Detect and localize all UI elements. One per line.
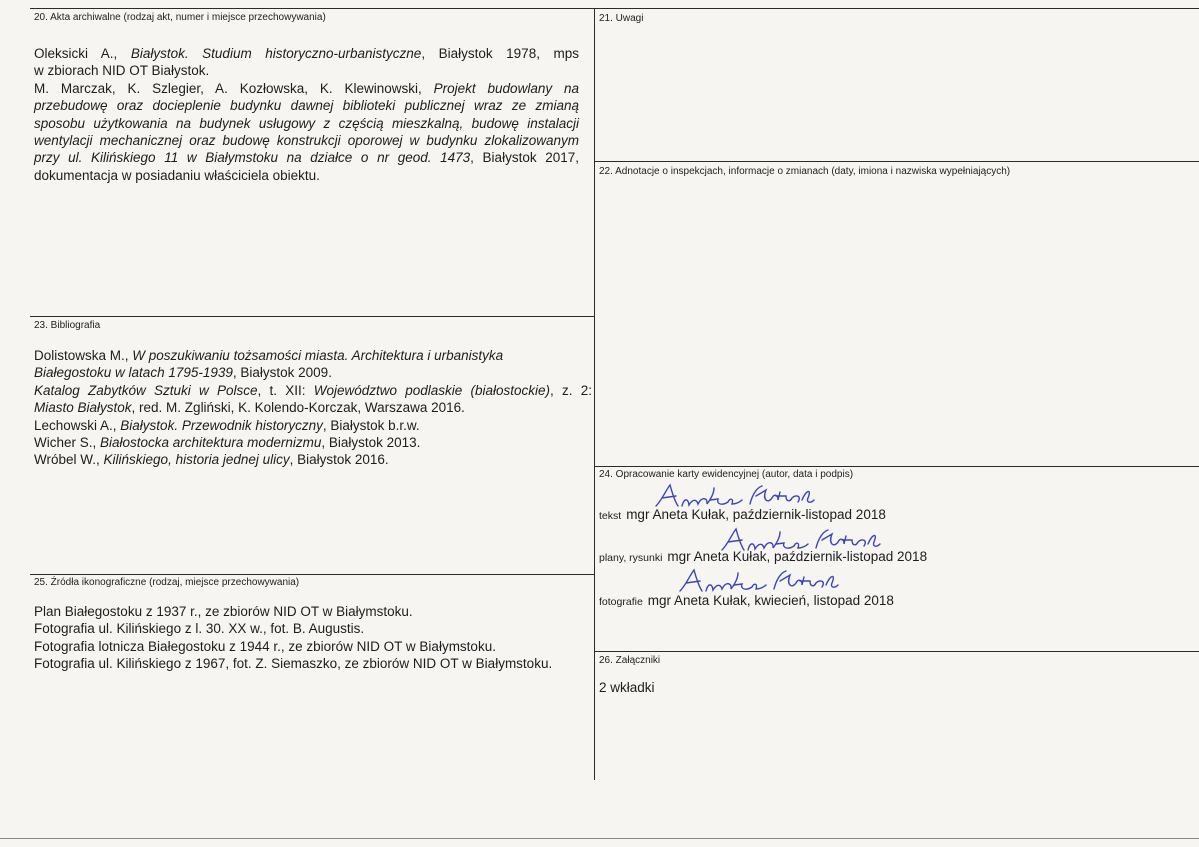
section-25-content (34, 603, 592, 673)
text-line: Miasto Białystok, red. M. Zgliński, K. Kolendo-Korczak, Warszawa 2016. (34, 400, 465, 416)
bottom-border (0, 838, 1199, 839)
column-divider (594, 8, 595, 780)
text-line: sposobu użytkowania na budynek usługowy z częścią mieszkalną, budowę instalacji (34, 115, 579, 131)
text-line: Wróbel W., Kilińskiego, historia jednej ulicy, Białystok 2016. (34, 452, 389, 468)
section-22-label: 22. Adnotacje o inspekcjach, informacje o zmianach (daty, imiona i nazwiska wypełniających) (599, 166, 1011, 177)
section-20-content (34, 45, 579, 184)
text-line: przebudowę oraz docieplenie budynku dawnej biblioteki publicznej wraz ze zmianą (34, 98, 579, 114)
text-line: Dolistowska M., W poszukiwaniu tożsamości miasta. Architektura i urbanistyka (34, 348, 504, 363)
text-line: Fotografia lotnicza Białegostoku z 1944 r., ze zbiorów NID OT w Białymstoku. (34, 638, 496, 654)
attachments-text: 2 wkładki (599, 680, 655, 695)
text-line: Katalog Zabytków Sztuki w Polsce, t. XII: Województwo podlaskie (białostockie), z. 2: (34, 382, 593, 398)
text-line: Oleksicki A., Białystok. Studium historyczno-urbanistyczne, Białystok 1978, mps (34, 46, 579, 61)
credit-role: fotografie (599, 596, 643, 608)
divider-23-25 (30, 574, 595, 575)
divider-22-24 (595, 466, 1199, 467)
divider-20-23 (30, 316, 595, 317)
text-line: wentylacji mechanicznej oraz budowę konstrukcji oporowej w budynku zlokalizowanym (34, 133, 579, 149)
text-line: M. Marczak, K. Szlegier, A. Kozłowska, K. Klewinowski, Projekt budowlany na (34, 80, 579, 96)
text-line: Fotografia ul. Kilińskiego z 1967, fot. Z. Siemaszko, ze zbiorów NID OT w Białymstoku. (34, 656, 553, 672)
bibliography-entry (34, 434, 592, 451)
credit-text: tekst mgr Aneta Kułak, październik-listopad 2018 (599, 507, 886, 522)
bibliography-entry (34, 451, 592, 468)
section-20-label: 20. Akta archiwalne (rodzaj akt, numer i miejsce przechowywania) (34, 12, 326, 23)
section-21-label: 21. Uwagi (599, 13, 644, 24)
credit-photos: fotografie mgr Aneta Kułak, kwiecień, listopad 2018 (599, 593, 894, 608)
text-line: dokumentacja w posiadaniu właściciela obiektu. (34, 167, 320, 183)
bibliography-entry (34, 382, 592, 417)
credit-role: tekst (599, 510, 622, 522)
credit-plans: plany, rysunki mgr Aneta Kułak, październik-listopad 2018 (599, 549, 928, 564)
text-line: Fotografia ul. Kilińskiego z l. 30. XX w., fot. B. Augustis. (34, 621, 365, 637)
credit-role: plany, rysunki (599, 552, 663, 564)
archival-entry (34, 80, 579, 184)
bibliography-entry (34, 347, 592, 382)
text-line: Plan Białegostoku z 1937 r., ze zbiorów NID OT w Białymstoku. (34, 604, 413, 619)
top-border (30, 8, 1199, 9)
text-line: w zbiorach NID OT Białystok. (34, 63, 210, 79)
text-line: Białegostoku w latach 1795-1939, Białystok 2009. (34, 365, 332, 381)
section-23-content (34, 347, 592, 469)
section-25-label: 25. Źródła ikonograficzne (rodzaj, miejsce przechowywania) (34, 577, 300, 588)
text-line: Lechowski A., Białystok. Przewodnik historyczny, Białystok b.r.w. (34, 417, 420, 433)
text-line: przy ul. Kilińskiego 11 w Białymstoku na działce o nr geod. 1473, Białystok 2017, (34, 150, 579, 166)
section-26-label: 26. Załączniki (599, 655, 661, 666)
divider-24-26 (595, 651, 1199, 652)
divider-21-22 (595, 161, 1199, 162)
section-24-label: 24. Opracowanie karty ewidencyjnej (autor, data i podpis) (599, 469, 854, 480)
archival-entry (34, 45, 579, 80)
section-23-label: 23. Bibliografia (34, 320, 101, 331)
bibliography-entry (34, 417, 592, 434)
text-line: Wicher S., Białostocka architektura modernizmu, Białystok 2013. (34, 435, 421, 451)
